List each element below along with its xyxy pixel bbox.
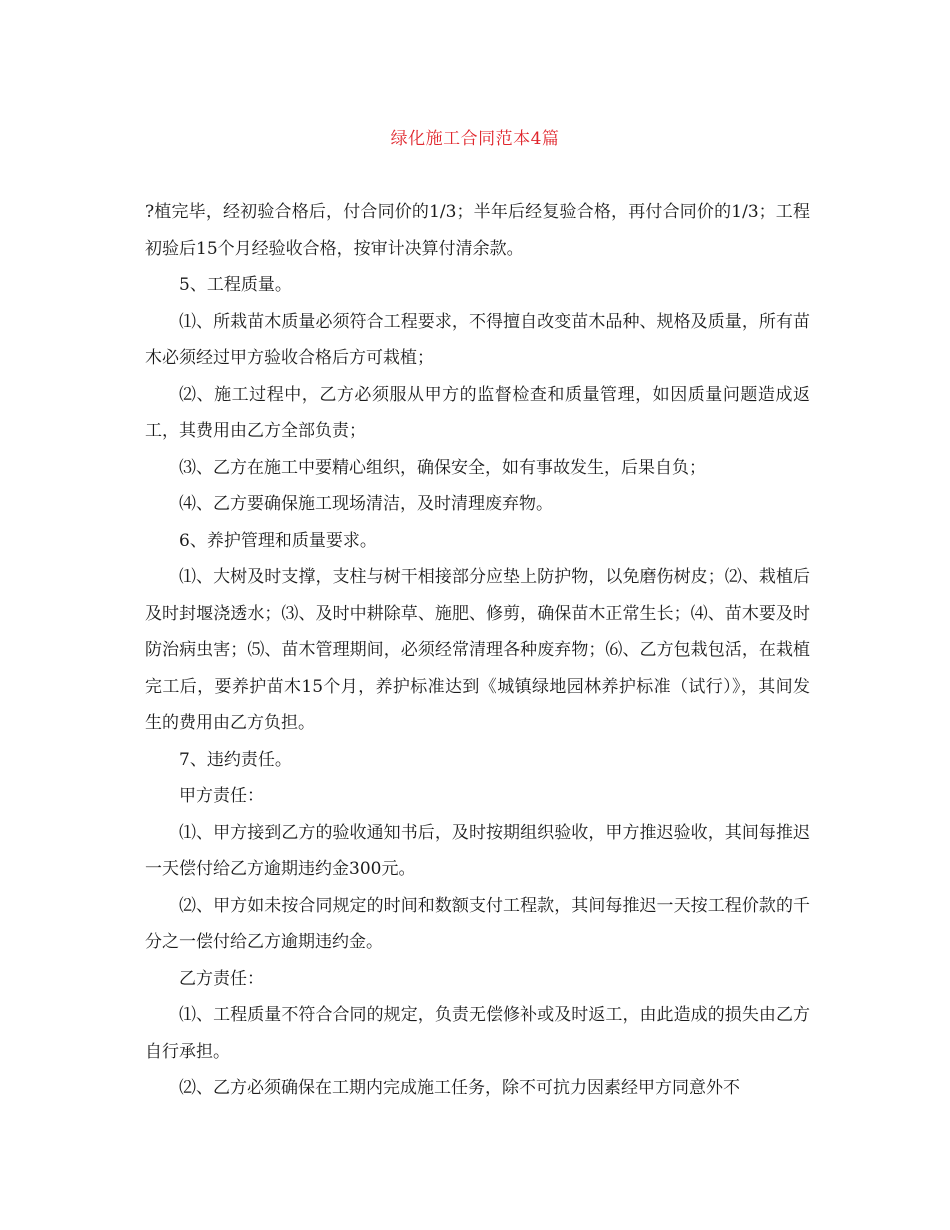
paragraph: ⑵、施工过程中，乙方必须服从甲方的监督检查和质量管理，如因质量问题造成返工，其费用由乙方全部负责；: [145, 384, 810, 441]
paragraph: 甲方责任：: [179, 786, 264, 806]
paragraph: ⑵、乙方必须确保在工期内完成施工任务，除不可抗力因素经甲方同意外不: [179, 1078, 740, 1098]
paragraph: ⑷、乙方要确保施工现场清洁，及时清理废弃物。: [179, 494, 553, 514]
paragraph: ⑴、工程质量不符合合同的规定，负责无偿修补或及时返工，由此造成的损失由乙方自行承担。: [145, 1005, 810, 1062]
paragraph: 乙方责任：: [179, 968, 264, 989]
paragraph: 6、养护管理和质量要求。: [179, 530, 377, 551]
paragraph: ⑴、大树及时支撑，支柱与树干相接部分应垫上防护物，以免磨伤树皮；⑵、栽植后及时封堰浇透水；⑶、及时中耕除草、施肥、修剪，确保苗木正常生长；⑷、苗木要及时防治病虫害；⑸、苗木管理期间，必须经常清理各种废弃物；⑹、乙方包栽包活，在栽植完工后，要养护苗木15个月，养护标准达到《城镇绿地园林养护标准（试行）》，其间发生的费用由乙方负担。: [145, 567, 810, 733]
paragraph: ⑵、甲方如未按合同规定的时间和数额支付工程款，其间每推迟一天按工程价款的千分之一偿付给乙方逾期违约金。: [145, 895, 810, 952]
paragraph: 7、违约责任。: [179, 749, 292, 770]
paragraph: ⑶、乙方在施工中要精心组织，确保安全，如有事故发生，后果自负；: [179, 457, 706, 478]
paragraph: ?植完毕，经初验合格后，付合同价的1/3；半年后经复验合格，再付合同价的1/3；工程初验后15个月经验收合格，按审计决算付清余款。: [145, 202, 810, 259]
paragraph: 5、工程质量。: [179, 275, 292, 295]
paragraph: ⑴、所栽苗木质量必须符合工程要求，不得擅自改变苗木品种、规格及质量，所有苗木必须经过甲方验收合格后方可栽植；: [145, 311, 810, 368]
document-body: [145, 194, 810, 1107]
paragraph: ⑴、甲方接到乙方的验收通知书后，及时按期组织验收，甲方推迟验收，其间每推迟一天偿付给乙方逾期违约金300元。: [145, 822, 810, 879]
document-title: 绿化施工合同范本4篇: [390, 129, 560, 149]
